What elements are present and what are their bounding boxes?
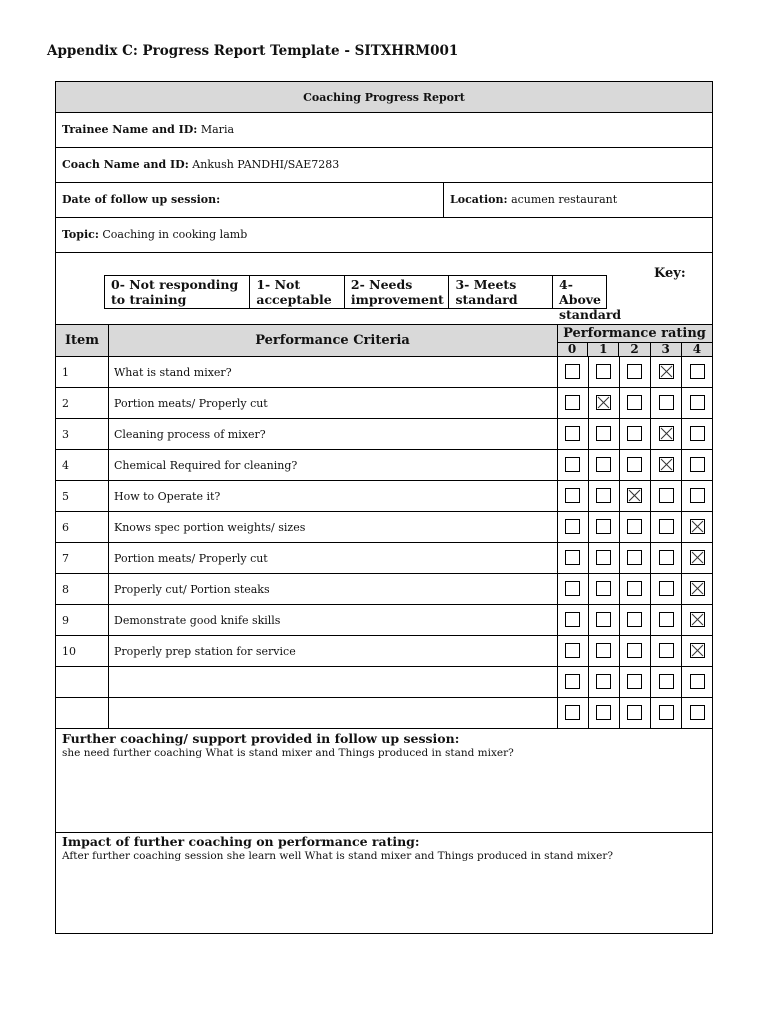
rating-checkbox[interactable] [627, 550, 642, 565]
criteria-text: Portion meats/ Properly cut [114, 552, 268, 565]
item-number: 7 [62, 552, 69, 565]
rating-checkbox-checked[interactable] [659, 457, 674, 472]
rating-checkbox[interactable] [627, 674, 642, 689]
rating-checkbox-checked[interactable] [627, 488, 642, 503]
criteria-text: Properly cut/ Portion steaks [114, 583, 270, 596]
rating-checkbox[interactable] [659, 488, 674, 503]
item-number: 9 [62, 614, 69, 627]
rating-checkbox[interactable] [627, 426, 642, 441]
table-row [56, 543, 712, 574]
rating-column-header [557, 325, 712, 356]
key-item: 2- Needs improvement [345, 276, 450, 308]
rating-checkbox[interactable] [565, 705, 580, 720]
rating-key [104, 275, 622, 322]
rating-checkbox-checked[interactable] [690, 581, 705, 596]
rating-checkbox[interactable] [690, 457, 705, 472]
rating-checkbox[interactable] [565, 364, 580, 379]
date-location-row [56, 183, 712, 218]
page-heading: Appendix C: Progress Report Template - SITXHRM001 [47, 43, 459, 59]
item-number: 8 [62, 583, 69, 596]
rating-checkbox[interactable] [659, 705, 674, 720]
rating-checkbox[interactable] [596, 612, 611, 627]
rating-checkbox[interactable] [565, 519, 580, 534]
rating-checkbox[interactable] [565, 674, 580, 689]
progress-report-form [55, 81, 713, 934]
rating-checkbox[interactable] [565, 612, 580, 627]
rating-checkbox[interactable] [690, 674, 705, 689]
trainee-label: Trainee Name and ID: [62, 123, 198, 136]
criteria-text: Demonstrate good knife skills [114, 614, 281, 627]
key-item: 1- Not acceptable [250, 276, 345, 308]
rating-checkbox[interactable] [596, 426, 611, 441]
rating-checkbox[interactable] [596, 488, 611, 503]
rating-checkbox[interactable] [565, 426, 580, 441]
further-coaching-text[interactable]: she need further coaching What is stand mixer and Things produced in stand mixer? [62, 747, 514, 759]
rating-checkbox-checked[interactable] [690, 519, 705, 534]
form-title: Coaching Progress Report [303, 90, 465, 104]
key-item: 3- Meets standard [449, 276, 553, 308]
rating-checkbox[interactable] [565, 395, 580, 410]
table-row [56, 450, 712, 481]
coach-label: Coach Name and ID: [62, 158, 189, 171]
further-coaching-section [56, 730, 712, 833]
rating-checkbox-checked[interactable] [690, 612, 705, 627]
rating-checkbox[interactable] [596, 643, 611, 658]
rating-checkbox[interactable] [627, 705, 642, 720]
item-number: 3 [62, 428, 69, 441]
rating-level: 4 [681, 343, 712, 357]
rating-checkbox[interactable] [659, 550, 674, 565]
rating-checkbox[interactable] [565, 488, 580, 503]
table-row [56, 605, 712, 636]
table-row [56, 419, 712, 450]
table-row [56, 388, 712, 419]
item-number: 10 [62, 645, 76, 658]
table-header-row [56, 325, 712, 357]
rating-level: 2 [618, 343, 649, 357]
rating-checkbox[interactable] [659, 643, 674, 658]
rating-checkbox-checked[interactable] [690, 643, 705, 658]
rating-level: 1 [587, 343, 618, 357]
trainee-row [56, 113, 712, 148]
key-item: 0- Not responding to training [105, 276, 250, 308]
rating-checkbox[interactable] [627, 519, 642, 534]
form-title-row [56, 82, 712, 113]
rating-checkbox[interactable] [565, 581, 580, 596]
coach-row [56, 148, 712, 183]
item-number: 4 [62, 459, 69, 472]
rating-checkbox[interactable] [596, 457, 611, 472]
rating-checkbox[interactable] [596, 550, 611, 565]
criteria-text: What is stand mixer? [114, 366, 232, 379]
rating-checkbox[interactable] [627, 457, 642, 472]
criteria-column-header: Performance Criteria [255, 333, 410, 348]
key-item: 4- Above standard [559, 277, 622, 322]
rating-checkbox[interactable] [596, 705, 611, 720]
impact-text[interactable]: After further coaching session she learn well What is stand mixer and Things produced in stand mixer? [62, 850, 613, 862]
rating-checkbox[interactable] [627, 612, 642, 627]
impact-title: Impact of further coaching on performance rating: [62, 834, 420, 849]
criteria-text: How to Operate it? [114, 490, 221, 503]
rating-checkbox[interactable] [627, 581, 642, 596]
date-label: Date of follow up session: [62, 193, 221, 206]
topic-label: Topic: [62, 228, 99, 241]
rating-checkbox-checked[interactable] [690, 550, 705, 565]
rating-level: 3 [650, 343, 681, 357]
item-number: 2 [62, 397, 69, 410]
rating-checkbox[interactable] [596, 364, 611, 379]
rating-checkbox-checked[interactable] [596, 395, 611, 410]
topic-value[interactable]: Coaching in cooking lamb [102, 228, 248, 241]
rating-checkbox[interactable] [659, 612, 674, 627]
rating-checkbox[interactable] [596, 519, 611, 534]
table-row [56, 357, 712, 388]
trainee-value[interactable]: Maria [200, 123, 235, 136]
rating-checkbox[interactable] [659, 519, 674, 534]
column-divider [443, 183, 444, 217]
table-row [56, 574, 712, 605]
criteria-text: Chemical Required for cleaning? [114, 459, 298, 472]
table-row [56, 667, 712, 698]
rating-checkbox[interactable] [627, 395, 642, 410]
location-value[interactable]: acumen restaurant [511, 193, 618, 206]
topic-row [56, 218, 712, 253]
rating-checkbox-checked[interactable] [659, 364, 674, 379]
rating-checkbox[interactable] [659, 395, 674, 410]
criteria-text: Knows spec portion weights/ sizes [114, 521, 306, 534]
rating-checkbox[interactable] [565, 550, 580, 565]
item-number: 6 [62, 521, 69, 534]
rating-checkbox[interactable] [690, 488, 705, 503]
rating-checkbox[interactable] [690, 705, 705, 720]
item-number: 5 [62, 490, 69, 503]
table-row [56, 481, 712, 512]
table-row [56, 698, 712, 729]
key-label: Key: [654, 266, 686, 281]
criteria-text: Properly prep station for service [114, 645, 296, 658]
rating-checkbox[interactable] [596, 581, 611, 596]
rating-checkbox[interactable] [690, 364, 705, 379]
table-row [56, 512, 712, 543]
further-coaching-title: Further coaching/ support provided in follow up session: [62, 731, 460, 746]
rating-checkbox[interactable] [659, 674, 674, 689]
item-column-header: Item [64, 333, 100, 348]
rating-header-title: Performance rating [563, 326, 706, 341]
rating-levels [557, 342, 712, 357]
location-label: Location: [450, 193, 508, 206]
rating-checkbox[interactable] [596, 674, 611, 689]
coach-value[interactable]: Ankush PANDHI/SAE7283 [192, 158, 340, 171]
rating-checkbox[interactable] [565, 643, 580, 658]
rating-checkbox[interactable] [690, 395, 705, 410]
rating-checkbox[interactable] [627, 364, 642, 379]
rating-checkbox[interactable] [659, 581, 674, 596]
rating-checkbox-checked[interactable] [659, 426, 674, 441]
rating-level: 0 [567, 342, 577, 356]
item-number: 1 [62, 366, 69, 379]
rating-checkbox[interactable] [627, 643, 642, 658]
criteria-text: Cleaning process of mixer? [114, 428, 266, 441]
key-row [56, 253, 712, 325]
criteria-text: Portion meats/ Properly cut [114, 397, 268, 410]
rating-checkbox[interactable] [565, 457, 580, 472]
rating-checkbox[interactable] [690, 426, 705, 441]
table-row [56, 636, 712, 667]
impact-section [56, 833, 712, 933]
